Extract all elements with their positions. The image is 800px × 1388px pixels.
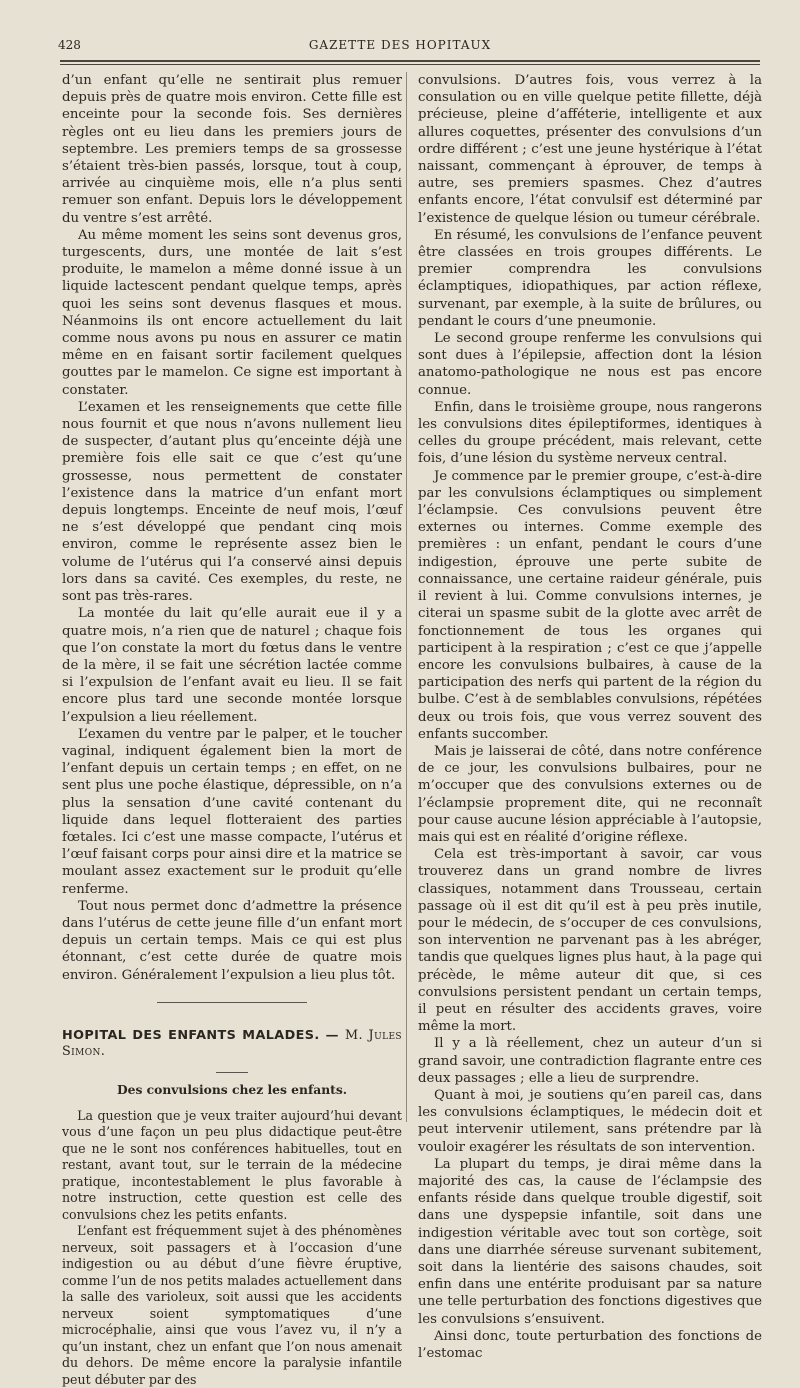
- running-title: GAZETTE DES HOPITAUX: [308, 38, 492, 52]
- column-divider: [406, 72, 407, 1122]
- paragraph: Cela est très-important à savoir, car vous trouverez dans un grand nombre de livres classiques, notamment dans Trousseau, certain passage où il est dit qu’il est à peu près inutile, pour le médecin, de s’occuper de ces convulsions, son intervention ne parvenant pas à les abréger, tandis que quelques lignes plus haut, à la page qui précède, le même auteur dit que, si ces convulsions persistent pendant un certain temps, il peut en résulter des accidents graves, voire même la mort.: [418, 847, 762, 1035]
- section-separator: [157, 1002, 307, 1003]
- paragraph: Mais je laisserai de côté, dans notre conférence de ce jour, les convulsions bulbaires, pour ne m’occuper que des convulsions externes ou de l’éclampsie proprement dite, qui ne reconnaît pour cause aucune lésion appréciable à l’autopsie, mais qui est en réalité d’origine réflexe.: [418, 743, 762, 845]
- section-body: [62, 1108, 402, 1388]
- paragraph: d’un enfant qu’elle ne sentirait plus remuer depuis près de quatre mois environ. Cette fille est enceinte pour la seconde fois. Ses dernières règles ont eu lieu dans les premiers jours de septembre. Les premiers temps de sa grossesse s’étaient très-bien passés, lorsque, tout à coup, arrivée au cinquième mois, elle n’a plus senti remuer son enfant. Depuis lors le développement du ventre s’est arrêté.: [62, 73, 402, 226]
- paragraph: La plupart du temps, je dirai même dans la majorité des cas, la cause de l’éclampsie des enfants réside dans quelque trouble digestif, soit dans une dyspepsie infantile, soit dans une indigestion véritable avec tout son cortège, soit dans une diarrhée séreuse survenant subitement, soit dans la lientérie des saisons chaudes, soit enfin dans une entérite produisant par sa nature une telle perturbation des fonctions digestives que les convulsions s’ensuivent.: [418, 1156, 762, 1327]
- paragraph: Il y a là réellement, chez un auteur d’un si grand savoir, une contradiction flagrante entre ces deux passages ; elle a lieu de surprendre.: [418, 1036, 762, 1086]
- left-column: [62, 72, 402, 1388]
- paragraph: L’examen du ventre par le palper, et le toucher vaginal, indiquent également bien la mort de l’enfant depuis un certain temps ; en effet, on ne sent plus une poche élastique, dépressible, on n’a plus la sensation d’une cavité contenant du liquide dans lequel flotteraient des parties fœtales. Ici c’est une masse compacte, l’utérus et l’œuf faisant corps pour ainsi dire et la matrice se moulant assez exactement sur le produit qu’elle renferme.: [62, 726, 402, 897]
- section-subtitle: Des convulsions chez les enfants.: [116, 1081, 348, 1097]
- paragraph: Le second groupe renferme les convulsions qui sont dues à l’épilepsie, affection dont la lésion anatomo-pathologique ne nous est pas encore connue.: [418, 331, 762, 398]
- page-number: 428: [58, 38, 81, 52]
- paragraph: Je commence par le premier groupe, c’est-à-dire par les convulsions éclamptiques ou simplement l’éclampsie. Ces convulsions peuvent être externes ou internes. Comme exemple des premières : un enfant, pendant le cours d’une indigestion, éprouve une perte subite de connaissance, une certaine raideur générale, puis il revient à lui. Comme convulsions internes, je citerai un spasme subit de la glotte avec arrêt de fonctionnement de tous les organes qui participent à la respiration ; c’est ce que j’appelle encore les convulsions bulbaires, à cause de la participation des nerfs qui partent de la région du bulbe. C’est à de semblables convulsions, répétées deux ou trois fois, que vous verrez souvent des enfants succomber.: [418, 468, 762, 742]
- paragraph: Ainsi donc, toute perturbation des fonctions de l’estomac: [418, 1328, 762, 1362]
- paragraph: Au même moment les seins sont devenus gros, turgescents, durs, une montée de lait s’est produite, le mamelon a même donné issue à un liquide lactescent pendant quelque temps, après quoi les seins sont devenus flasques et mous. Néanmoins ils ont encore actuellement du lait comme nous avons pu nous en assurer ce matin même en en faisant sortir facilement quelques gouttes par le mamelon. Ce signe est important à constater.: [62, 227, 402, 398]
- right-column: [418, 72, 762, 1362]
- hospital-name: HOPITAL DES ENFANTS MALADES. —: [62, 1027, 339, 1043]
- paragraph: La question que je veux traiter aujourd’hui devant vous d’une façon un peu plus didactique peut-être que ne le sont nos conférences habituelles, tout en restant, avant tout, sur le terrain de la médecine pratique, incontestablement le plus favorable à notre instruction, cette question est celle des convulsions chez les petits enfants.: [62, 1107, 402, 1222]
- header-rule-thin: [60, 64, 760, 65]
- paragraph: La montée du lait qu’elle aurait eue il y a quatre mois, n’a rien que de naturel ; chaque fois que l’on constate la mort du fœtus dans le ventre de la mère, il se fait une sécrétion lactée comme si l’expulsion de l’enfant avait eu lieu. Il se fait encore plus tard une seconde montée lorsque l’expulsion a lieu réellement.: [62, 606, 402, 725]
- section-heading: [62, 1028, 402, 1060]
- paragraph: L’examen et les renseignements que cette fille nous fournit et que nous n’avons nullement lieu de suspecter, d’autant plus qu’enceinte déjà une première fois elle sait ce que c’est qu’une grossesse, nous permettent de constater l’existence dans la matrice d’un enfant mort depuis longtemps. Enceinte de neuf mois, l’œuf ne s’est développé que pendant cinq mois environ, comme le représente assez bien le volume de l’utérus qui l’a conservé ainsi depuis lors dans sa cavité. Ces exemples, du reste, ne sont pas très-rares.: [62, 399, 402, 605]
- paragraph: Quant à moi, je soutiens qu’en pareil cas, dans les convulsions éclamptiques, le médecin doit et peut intervenir utilement, sans prétendre par là vouloir exagérer les résultats de son intervention.: [418, 1087, 762, 1155]
- paragraph: Enfin, dans le troisième groupe, nous rangerons les convulsions dites épileptiformes, identiques à celles du groupe précédent, mais relevant, cette fois, d’une lésion du système nerveux central.: [418, 399, 762, 467]
- paragraph: En résumé, les convulsions de l’enfance peuvent être classées en trois groupes différents. Le premier comprendra les convulsions éclamptiques, idiopathiques, par action réflexe, survenant, par exemple, à la suite de brûlures, ou pendant le cours d’une pneumonie.: [418, 227, 762, 329]
- section-author: M. Jules Simon.: [62, 1027, 402, 1059]
- title-rule: [216, 1072, 248, 1073]
- paragraph: Tout nous permet donc d’admettre la présence dans l’utérus de cette jeune fille d’un enfant mort depuis un certain temps. Mais ce qui est plus étonnant, c’est cette durée de quatre mois environ. Généralement l’expulsion a lieu plus tôt.: [62, 898, 402, 983]
- header-rule: [60, 60, 760, 62]
- paragraph: convulsions. D’autres fois, vous verrez à la consulation ou en ville quelque petite fillette, déjà précieuse, pleine d’afféterie, intelligente et aux allures coquettes, présenter des convulsions d’un ordre différent ; c’est une jeune hystérique à l’état naissant, commençant à éprouver, de temps à autre, ses premiers spasmes. Chez d’autres enfants encore, l’état convulsif est déterminé par l’existence de quelque lésion ou tumeur cérébrale.: [418, 73, 762, 226]
- paragraph: L’enfant est fréquemment sujet à des phénomènes nerveux, soit passagers et à l’occasion d’une indigestion ou au début d’une fièvre éruptive, comme l’un de nos petits malades actuellement dans la salle des varioleux, soit aussi que les accidents nerveux soient symptomatiques d’une microcéphalie, ainsi que vous l’avez vu, il n’y a qu’un instant, chez un enfant que l’on nous amenait du dehors. De même encore la paralysie infantile peut débuter par des: [62, 1223, 402, 1387]
- page-header: [0, 34, 800, 54]
